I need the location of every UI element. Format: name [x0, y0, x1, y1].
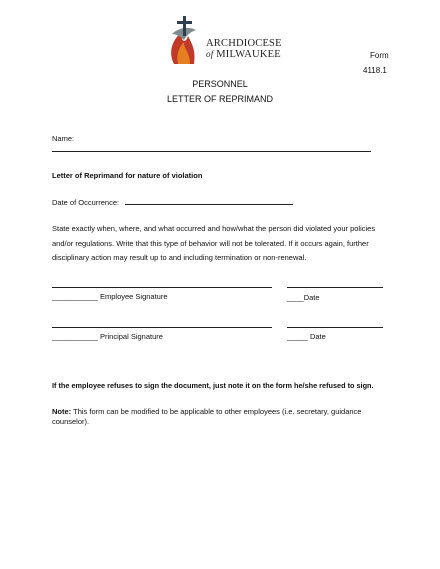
employee-signature-line[interactable]: [52, 287, 272, 288]
cross-horizontal: [177, 21, 192, 24]
date-of-occurrence-row: [52, 196, 293, 210]
name-label: Name:: [52, 134, 75, 143]
org-line1: ARCHDIOCESE: [206, 38, 282, 49]
principal-signature-label: Principal Signature: [99, 332, 163, 341]
principal-date-blank: _____: [287, 332, 308, 341]
principal-date-line[interactable]: [287, 327, 383, 328]
name-line[interactable]: [52, 151, 371, 152]
principal-signature-blank: ___________: [52, 332, 98, 341]
cross-vertical: [183, 16, 186, 36]
employee-date-label: Date: [303, 293, 320, 302]
org-line2: MILWAUKEE: [216, 49, 281, 60]
org-of: of: [206, 49, 214, 59]
employee-signature-label: Employee Signature: [99, 292, 168, 301]
title-personnel: PERSONNEL: [192, 79, 248, 89]
date-of-occurrence-line[interactable]: [125, 197, 293, 205]
organization-name: [206, 38, 282, 60]
employee-date-blank: ____: [287, 293, 304, 302]
refusal-note: If the employee refuses to sign the document, just note it on the form he/she refused to sign.: [52, 381, 374, 390]
employee-signature-caption: [52, 290, 168, 304]
principal-date-label: Date: [309, 332, 326, 341]
form-label: Form: [370, 51, 389, 60]
employee-signature-blank: ___________: [52, 292, 98, 301]
employee-date-line[interactable]: [287, 287, 383, 288]
form-number: 4118.1: [363, 66, 387, 75]
principal-signature-caption: [52, 330, 163, 344]
date-of-occurrence-label: Date of Occurrence:: [52, 198, 120, 207]
note-label: Note:: [52, 407, 72, 416]
reason-heading: Letter of Reprimand for nature of violation: [52, 171, 203, 180]
principal-signature-line[interactable]: [52, 327, 272, 328]
title-letter-of-reprimand: LETTER OF REPRIMAND: [166, 94, 273, 104]
instructions-text: State exactly when, where, and what occurred and how/what the person did violated your policies and/or regulations. Write that this type of behavior will not be tolerated. If it occurs again, further disciplinary action may result up to and including termination or non-renewal.: [52, 224, 376, 262]
principal-date-caption: [287, 330, 326, 344]
employee-date-caption: [287, 291, 320, 305]
note-text: This form can be modified to be applicable to other employees (i.e. secretary, guidance counselor).: [52, 407, 362, 426]
note-block: [52, 407, 382, 426]
